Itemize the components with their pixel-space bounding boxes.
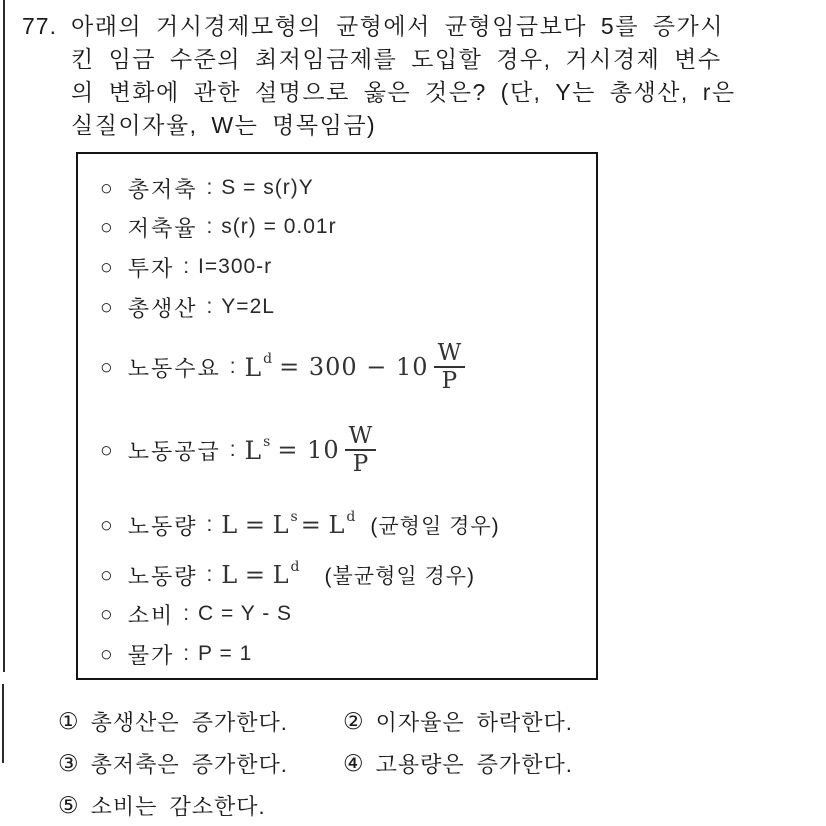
question-block	[22, 10, 814, 142]
fraction-numerator: W	[434, 341, 466, 368]
choice-2-number-icon: ②	[343, 707, 365, 734]
model-item-labor-supply	[100, 415, 590, 485]
labor-supply-equation	[245, 424, 377, 476]
choice-5	[58, 790, 266, 821]
math-superscript: d	[290, 559, 300, 575]
model-item-labor-equilibrium	[100, 509, 590, 541]
circle-bullet-icon: ○	[100, 642, 113, 666]
circle-bullet-icon: ○	[100, 215, 113, 239]
model-item-consumption	[100, 600, 590, 628]
model-item-total-saving	[100, 174, 590, 202]
question-line: 실질이자율, W는 명목임금)	[70, 112, 377, 138]
choice-1-text: 총생산은 증가한다.	[90, 709, 288, 735]
item-separator: :	[206, 563, 213, 586]
choice-row	[58, 706, 573, 736]
model-item-labor-disequilibrium	[100, 559, 590, 591]
math-superscript: s	[290, 509, 298, 525]
choice-5-text: 소비는 감소한다.	[90, 793, 266, 819]
choice-1-number-icon: ①	[58, 707, 80, 734]
item-label: 소비	[127, 602, 175, 628]
circle-bullet-icon: ○	[100, 438, 113, 462]
item-formula: P = 1	[198, 642, 253, 665]
choice-2	[343, 706, 573, 737]
item-label: 물가	[127, 642, 175, 668]
fraction-w-over-p	[345, 424, 377, 476]
choice-3-number-icon: ③	[58, 749, 80, 776]
question-text	[71, 10, 736, 142]
item-formula: Y=2L	[221, 295, 275, 318]
fraction-denominator: P	[441, 368, 458, 394]
question-line: 킨 임금 수준의 최저임금제를 도입할 경우, 거시경제 변수	[70, 46, 722, 72]
disequilibrium-case-note: (불균형일 경우)	[324, 565, 476, 588]
question-line: 아래의 거시경제모형의 균형에서 균형임금보다 5를 증가시	[70, 13, 724, 39]
choice-1	[58, 706, 343, 737]
math-symbol: L	[244, 352, 262, 382]
item-separator: :	[183, 602, 190, 625]
model-item-total-output	[100, 293, 590, 321]
item-formula: S = s(r)Y	[221, 176, 314, 199]
math-expression: = 300 − 10	[279, 353, 429, 381]
math-expression: = 10	[277, 436, 340, 464]
labor-equilibrium-equation	[221, 511, 358, 539]
math-expression: = L	[300, 511, 345, 539]
item-label: 노동공급	[127, 438, 221, 464]
fraction-numerator: W	[345, 424, 377, 451]
left-column-rule-upper	[3, 0, 5, 672]
math-superscript: d	[263, 351, 273, 367]
choice-4-number-icon: ④	[343, 749, 365, 776]
model-item-investment	[100, 253, 590, 281]
circle-bullet-icon: ○	[100, 355, 113, 379]
model-item-labor-demand	[100, 332, 590, 402]
choice-4	[343, 748, 573, 779]
item-separator: :	[183, 255, 190, 278]
question-line: 의 변화에 관한 설명으로 옳은 것은? (단, Y는 총생산, r은	[70, 79, 736, 105]
item-separator: :	[183, 642, 190, 665]
equilibrium-case-note: (균형일 경우)	[370, 515, 500, 538]
item-label: 노동량	[127, 563, 198, 589]
math-symbol: L	[244, 435, 262, 465]
item-formula: C = Y - S	[198, 602, 293, 625]
circle-bullet-icon: ○	[100, 563, 113, 587]
math-superscript: s	[263, 434, 271, 450]
item-separator: :	[229, 438, 236, 461]
fraction-denominator: P	[352, 451, 369, 477]
circle-bullet-icon: ○	[100, 255, 113, 279]
item-label: 노동수요	[127, 355, 221, 381]
item-formula: I=300-r	[198, 255, 273, 278]
circle-bullet-icon: ○	[100, 513, 113, 537]
model-equations-box	[76, 152, 598, 680]
item-separator: :	[229, 355, 236, 378]
item-separator: :	[206, 295, 213, 318]
choice-row	[58, 790, 573, 820]
fraction-w-over-p	[434, 341, 466, 393]
math-expression: L = L	[221, 561, 289, 589]
item-label: 노동량	[127, 513, 198, 539]
circle-bullet-icon: ○	[100, 176, 113, 200]
item-label: 투자	[127, 255, 175, 281]
item-formula: s(r) = 0.01r	[221, 215, 337, 238]
choice-5-number-icon: ⑤	[58, 791, 80, 818]
left-column-rule-lower	[2, 684, 4, 763]
item-separator: :	[206, 176, 213, 199]
item-separator: :	[206, 215, 213, 238]
math-superscript: d	[346, 509, 356, 525]
model-item-price-level	[100, 640, 590, 668]
choice-4-text: 고용량은 증가한다.	[375, 751, 573, 777]
labor-demand-equation	[245, 341, 466, 393]
question-number: 77.	[22, 13, 57, 39]
choice-2-text: 이자율은 하락한다.	[375, 709, 573, 735]
item-separator: :	[206, 513, 213, 536]
item-label: 저축율	[127, 215, 198, 241]
item-label: 총생산	[127, 295, 198, 321]
labor-disequilibrium-equation	[221, 561, 302, 589]
circle-bullet-icon: ○	[100, 295, 113, 319]
choice-3-text: 총저축은 증가한다.	[90, 751, 288, 777]
choice-3	[58, 748, 343, 779]
answer-choices	[58, 706, 573, 820]
model-item-saving-rate	[100, 213, 590, 241]
choice-row	[58, 748, 573, 778]
math-expression: L = L	[221, 511, 289, 539]
circle-bullet-icon: ○	[100, 602, 113, 626]
item-label: 총저축	[127, 176, 198, 202]
